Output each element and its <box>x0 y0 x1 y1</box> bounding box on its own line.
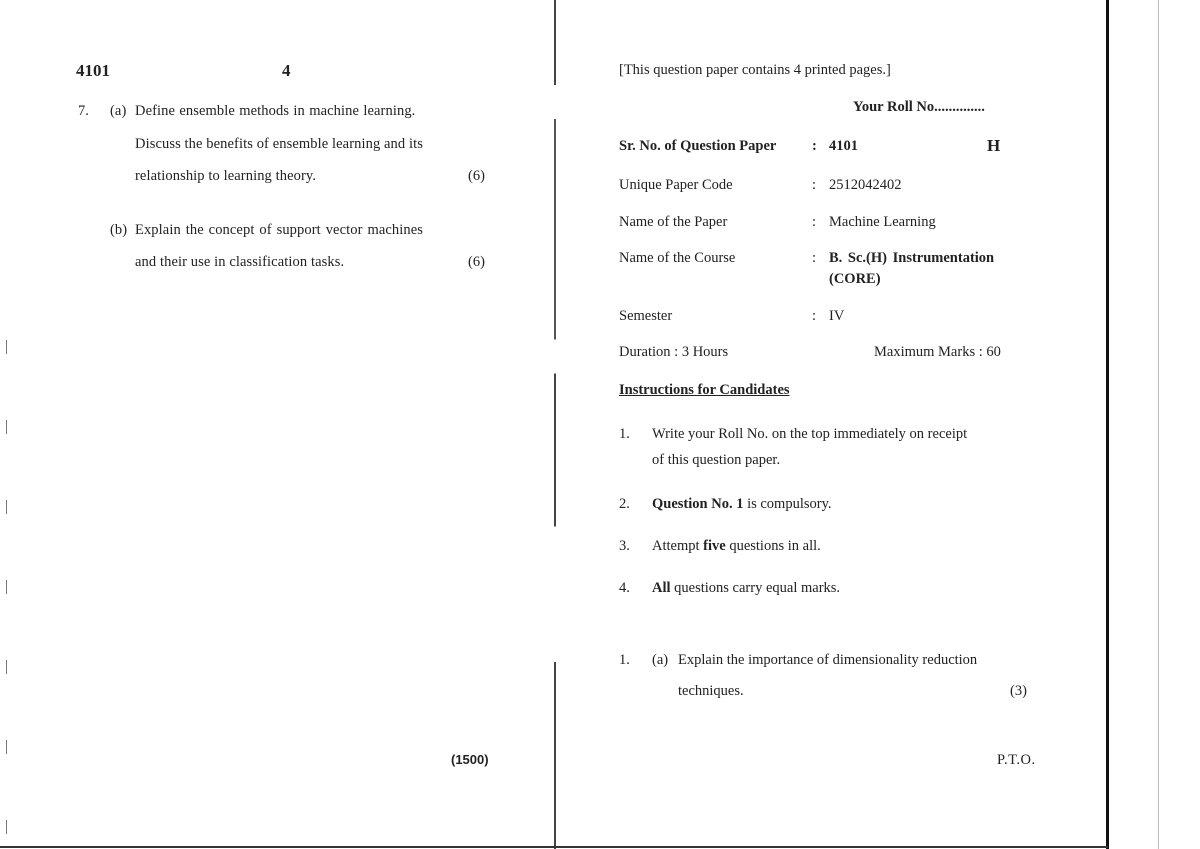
paper-set-letter: H <box>987 136 1001 155</box>
question-7a-line: relationship to learning theory. <box>135 168 317 184</box>
print-count-footer: (1500) <box>451 752 489 767</box>
detail-value: B. Sc.(H) Instrumentation <box>829 250 995 266</box>
question-7a-label: (a) <box>110 103 127 119</box>
maximum-marks: Maximum Marks : 60 <box>874 344 1001 360</box>
left-page <box>0 0 556 849</box>
instruction-text <box>652 580 840 597</box>
page-number: 4 <box>282 61 291 80</box>
please-turn-over: P.T.O. <box>997 752 1036 768</box>
scan-far-edge <box>1158 0 1159 849</box>
instruction-number: 2. <box>619 496 630 512</box>
question-7a-line: Discuss the benefits of ensemble learning and its <box>135 136 423 152</box>
detail-separator: : <box>812 308 817 324</box>
instruction-text-continued: of this question paper. <box>652 452 781 468</box>
instructions-heading: Instructions for Candidates <box>619 382 790 398</box>
question-number: 1. <box>619 652 630 668</box>
instruction-emphasis: Question No. 1 <box>652 496 744 512</box>
instruction-pre: Attempt <box>652 538 704 554</box>
instruction-number: 3. <box>619 538 630 554</box>
detail-label: Unique Paper Code <box>619 177 733 193</box>
detail-value-continued: (CORE) <box>829 271 881 287</box>
detail-value: 2512042402 <box>829 177 902 193</box>
roll-number-field: Your Roll No.............. <box>853 99 985 115</box>
detail-separator: : <box>812 177 817 193</box>
detail-value: Machine Learning <box>829 214 936 230</box>
question-1a-line: techniques. <box>678 683 744 699</box>
instruction-number: 4. <box>619 580 630 596</box>
question-1a-line: Explain the importance of dimensionality reduction <box>678 652 978 668</box>
question-7b-line: and their use in classification tasks. <box>135 254 345 270</box>
instruction-emphasis: five <box>703 538 726 554</box>
detail-value: 4101 <box>829 138 858 154</box>
instruction-emphasis: All <box>652 580 671 596</box>
detail-separator: : <box>812 138 817 154</box>
detail-label: Name of the Course <box>619 250 736 266</box>
question-1a-label: (a) <box>652 652 669 668</box>
question-7a-marks: (6) <box>468 168 485 184</box>
header-note: [This question paper contains 4 printed pages.] <box>619 62 891 78</box>
question-1a-marks: (3) <box>1010 683 1027 699</box>
detail-separator: : <box>812 214 817 230</box>
instruction-text <box>652 538 821 555</box>
right-page <box>556 0 1108 849</box>
instruction-text: Write your Roll No. on the top immediately on receipt <box>652 426 968 442</box>
paper-code-header: 4101 <box>76 61 110 80</box>
detail-separator: : <box>812 250 817 266</box>
question-7b-line: Explain the concept of support vector machines <box>135 222 424 238</box>
detail-label: Name of the Paper <box>619 214 728 230</box>
instruction-text <box>652 496 832 513</box>
question-7b-label: (b) <box>110 222 128 238</box>
instruction-rest: questions carry equal marks. <box>670 580 841 596</box>
duration: Duration : 3 Hours <box>619 344 729 360</box>
instruction-rest: questions in all. <box>725 538 821 554</box>
question-7b-marks: (6) <box>468 254 485 270</box>
detail-value: IV <box>829 308 845 324</box>
question-7a-line: Define ensemble methods in machine learning. <box>135 103 416 119</box>
instruction-rest: is compulsory. <box>743 496 832 512</box>
question-number: 7. <box>78 103 89 119</box>
detail-label: Semester <box>619 308 673 324</box>
instruction-number: 1. <box>619 426 630 442</box>
detail-label: Sr. No. of Question Paper <box>619 138 777 154</box>
